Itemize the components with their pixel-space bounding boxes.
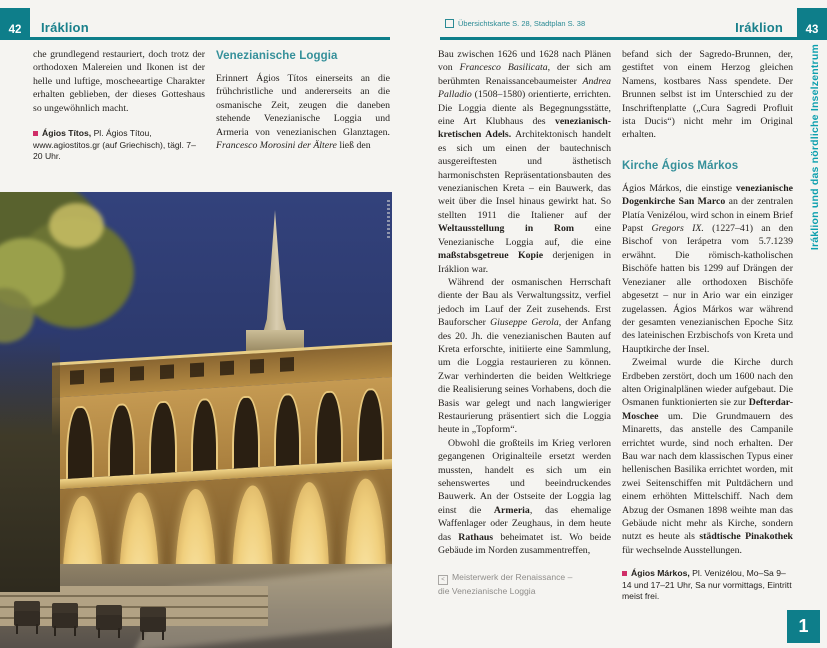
map-reference [445, 19, 585, 28]
paragraph: Bau zwischen 1626 und 1628 nach Plänen von Francesco Basilicata, der sich am berühmten Renaissancebaumeister Andrea Palladio (1508–1580) orientierte, errichten. Die Loggia diente als Begegnungsstätte, eine Art Klubhaus des venezianisch-kretischen Adels. Architektonisch handelt es sich um einen der bautechnisch ausgereiftesten und ästhetisch harmonischsten Repräsentationsbauten des venezianischen Kreta – ein Bauwerk, das weit über die Insel hinaus gewirkt hat. So stellten 1911 die Italiener auf der Weltausstellung in Rom eine Venezianische Loggia auf, die eine maßstabsgetreue Kopie derjenigen in Iráklion war. [438, 49, 611, 275]
caption-line2: die Venezianische Loggia [438, 586, 536, 597]
right-page-number-box [797, 8, 827, 40]
info-block-agios-titos [33, 128, 205, 163]
tree [0, 192, 164, 378]
paragraph: Ágios Márkos, die einstige venezianische Dogenkirche San Marco an der zentralen Platía Venizélou, wird schon in einem Brief Papst Gregors IX. (1227–41) an den Bischof von Ierápetra vom 5.7.1239 erwähnt. Die römisch-katholischen Bischöfe hatten bis 1299 auf Drängen der Venezianer alle orthodoxen Bischöfe abgesetzt – nur in Ario war ein einziger zugelassen. Ágios Márkos war während der gesamten venezianischen Epoche Sitz des lateinischen Erzbischofs von Kreta und Hauptkirche der Insel. [622, 182, 793, 355]
left-header-rule [0, 37, 390, 40]
info-details: Pl. Ágios Títou, www.agiostitos.gr (auf Griechisch), tägl. 7–20 Uhr. [33, 128, 196, 162]
right-page-number: 43 [805, 24, 819, 36]
caption-line1: Meisterwerk der Renaissance – [452, 572, 573, 583]
obelisk [258, 210, 292, 334]
left-page-number-box [0, 8, 30, 40]
loggia-building [52, 342, 392, 595]
paragraph: befand sich der Sagredo-Brunnen, der, gestiftet von einem Herzog gleichen Namens, kostbares Nass spendete. Der Brunnen selbst ist im Unterschied zu der Inschriftenplatte („Cura Sagredi Profluit ista Ducis“) nicht mehr im Original erhalten. [622, 49, 793, 141]
stone-wall [0, 586, 268, 626]
paragraph: Erinnert Ágios Títos einerseits an die frühchristliche und andererseits an die osmanische Zeit, zeugen die daneben stehende Venezianische Loggia und Armeria von venezianischen Glanztagen. Francesco Morosini der Ältere ließ den [216, 73, 390, 152]
right-header-rule [440, 37, 827, 40]
info-bullet-icon [622, 571, 627, 576]
info-details: Pl. Venizélou, Mo–Sa 9–14 und 17–21 Uhr, Sa nur vormittags, Eintritt meist frei. [622, 568, 792, 602]
photo-caption [438, 571, 611, 597]
paragraph: Zweimal wurde die Kirche durch Erdbeben zerstört, doch um 1600 nach den alten Originalplänen wieder aufgebaut. Die Osmanen funktionierten sie zur Defterdar-Moschee um. Die Grundmauern des Minaretts, das anstelle des Campanile errichtet wurde, sind noch erhalten. Der Bau war nach dem klassischen Typus einer hellenischen Basilika errichtet worden, mit zwei Seitenschiffen mit Pultdächern und einem erhöhten Mittelschiff. Nach dem Abzug der Osmanen 1898 weihte man das Gebäude nicht mehr als Kirche, sondern nutzt es heute als städtische Pinakothek für wechselnde Ausstellungen. [622, 357, 793, 556]
info-name: Ágios Márkos, [631, 568, 690, 579]
loggia-photo [0, 192, 392, 648]
paragraph: Obwohl die großteils im Krieg verloren gegangenen Originalteile ersetzt werden mussten, handelt es sich um ein sehenswertes und beeindruckendes Bauwerk. An der Ostseite der Loggia lag einst die Armeria, das ehemalige Waffenlager oder Zeughaus, in dem heute das Rathaus beheimatet ist. Wo beide Gebäude im Norden zusammentreffen, [438, 437, 611, 557]
section-heading-venezianische-loggia: Venezianische Loggia [216, 50, 338, 62]
left-page-number: 42 [8, 24, 22, 36]
paragraph: Während der osmanischen Herrschaft diente der Bau als Verwaltungssitz, verfiel jedoch im Lauf der Zeit zusehends. Erst Bauforscher Giuseppe Gerola, der Anfang des 20. Jh. die venezianischen Bauten auf Kreta erforschte, initiierte eine Sammlung, um die Loggia restaurieren zu können. Zwar verhinderten die beiden Weltkriege die Realisierung seines Vorhabens, doch die Basis war gelegt und nach langwieriger Restaurierung präsentiert sich die Loggia heute in „Topform“. [438, 276, 611, 436]
chapter-number: 1 [798, 616, 809, 636]
map-reference-label: Übersichtskarte S. 28, Stadtplan S. 38 [458, 19, 586, 28]
section-heading-kirche-agios-markos: Kirche Ágios Márkos [622, 159, 739, 172]
caption-arrow-left-icon: < [438, 575, 448, 585]
left-column-2 [216, 50, 390, 152]
right-column-1 [438, 48, 611, 597]
map-square-icon [445, 19, 454, 28]
right-header-title: Iráklion [735, 20, 783, 35]
right-column-2 [622, 48, 793, 603]
info-name: Ágios Títos, [42, 128, 92, 139]
photo-credit [387, 200, 390, 240]
info-bullet-icon [33, 131, 38, 136]
left-column-1 [33, 48, 205, 163]
chapter-tab [787, 610, 820, 643]
paragraph: che grundlegend restauriert, doch trotz der orthodoxen Malereien und Ikonen ist der helle und luftige, moscheeartige Charakter erhalten geblieben, der dieses Gotteshaus so ungewöhnlich macht. [33, 49, 205, 114]
left-header-title: Iráklion [41, 20, 89, 35]
chapter-sidebar-label: Iráklion und das nördliche Inselzentrum [809, 44, 821, 251]
chairs [14, 610, 40, 626]
info-block-agios-markos [622, 568, 793, 603]
